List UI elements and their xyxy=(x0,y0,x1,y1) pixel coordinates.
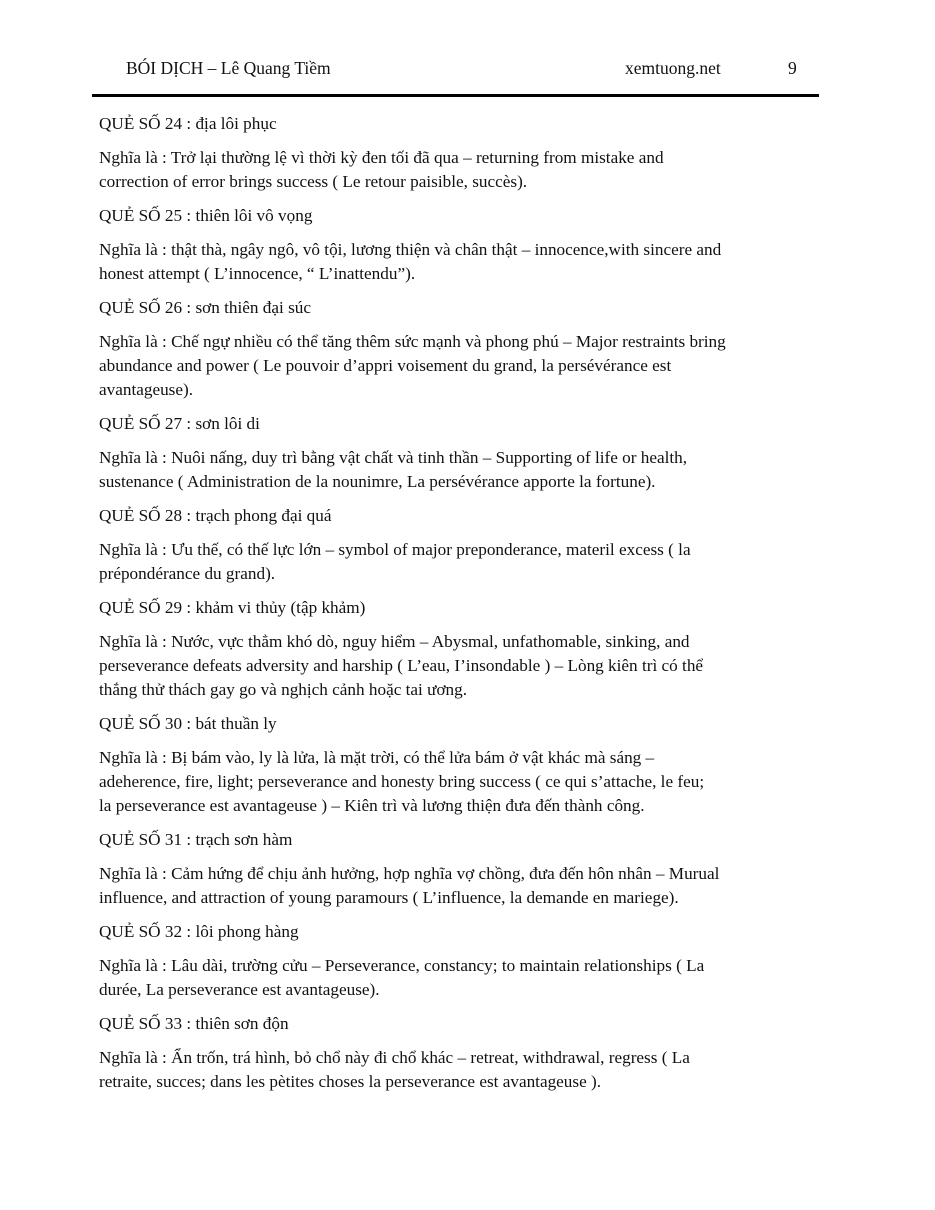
meaning-line: Nghĩa là : Chế ngự nhiều có thể tăng thêm sức mạnh và phong phú – Major restraints bring xyxy=(99,332,726,351)
hexagram-entry xyxy=(99,112,819,194)
hexagram-meaning xyxy=(99,862,819,910)
hexagram-title: QUẺ SỐ 26 : sơn thiên đại súc xyxy=(99,298,311,317)
hexagram-meaning xyxy=(99,746,819,818)
hexagram-title: QUẺ SỐ 32 : lôi phong hàng xyxy=(99,922,299,941)
hexagram-title: QUẺ SỐ 27 : sơn lôi di xyxy=(99,414,260,433)
hexagram-meaning xyxy=(99,238,819,286)
hexagram-title: QUẺ SỐ 29 : khảm vi thủy (tập khảm) xyxy=(99,598,366,617)
meaning-line: la perseverance est avantageuse ) – Kiên trì và lương thiện đưa đến thành công. xyxy=(99,796,645,815)
meaning-line: Nghĩa là : Nuôi nấng, duy trì bằng vật chất và tinh thần – Supporting of life or health, xyxy=(99,448,688,467)
hexagram-meaning xyxy=(99,146,819,194)
meaning-line: avantageuse). xyxy=(99,380,194,399)
meaning-line: Nghĩa là : thật thà, ngây ngô, vô tội, lương thiện và chân thật – innocence,with sincere and xyxy=(99,240,722,259)
meaning-line: adeherence, fire, light; perseverance and honesty bring success ( ce qui s’attache, le feu; xyxy=(99,772,705,791)
meaning-line: sustenance ( Administration de la nounimre, La persévérance apporte la fortune). xyxy=(99,472,656,491)
hexagram-entry xyxy=(99,920,819,1002)
meaning-line: Nghĩa là : Nước, vực thẳm khó dò, nguy hiểm – Abysmal, unfathomable, sinking, and xyxy=(99,632,690,651)
hexagram-entry xyxy=(99,712,819,818)
hexagram-list xyxy=(99,112,819,1104)
website-name: xemtuong.net xyxy=(625,58,721,78)
meaning-line: Nghĩa là : Cảm hứng để chịu ảnh hưởng, hợp nghĩa vợ chồng, đưa đến hôn nhân – Murual xyxy=(99,864,720,883)
hexagram-title: QUẺ SỐ 28 : trạch phong đại quá xyxy=(99,506,332,525)
meaning-line: abundance and power ( Le pouvoir d’appri voisement du grand, la persévérance est xyxy=(99,356,672,375)
hexagram-title: QUẺ SỐ 31 : trạch sơn hàm xyxy=(99,830,293,849)
hexagram-meaning xyxy=(99,538,819,586)
meaning-line: durée, La perseverance est avantageuse). xyxy=(99,980,380,999)
hexagram-entry xyxy=(99,296,819,402)
meaning-line: influence, and attraction of young paramours ( L’influence, la demande en mariege). xyxy=(99,888,679,907)
meaning-line: Nghĩa là : Trở lại thường lệ vì thời kỳ đen tối đã qua – returning from mistake and xyxy=(99,148,664,167)
hexagram-entry xyxy=(99,828,819,910)
meaning-line: Nghĩa là : Ưu thế, có thế lực lớn – symbol of major preponderance, materil excess ( la xyxy=(99,540,691,559)
meaning-line: perseverance defeats adversity and harship ( L’eau, I’insondable ) – Lòng kiên trì có thể xyxy=(99,656,704,675)
hexagram-entry xyxy=(99,504,819,586)
hexagram-entry xyxy=(99,1012,819,1094)
meaning-line: prépondérance du grand). xyxy=(99,564,276,583)
meaning-line: honest attempt ( L’innocence, “ L’inattendu”). xyxy=(99,264,416,283)
meaning-line: thắng thử thách gay go và nghịch cảnh hoặc tai ương. xyxy=(99,680,468,699)
hexagram-title: QUẺ SỐ 30 : bát thuần ly xyxy=(99,714,277,733)
hexagram-entry xyxy=(99,204,819,286)
hexagram-title: QUẺ SỐ 33 : thiên sơn độn xyxy=(99,1014,289,1033)
hexagram-meaning xyxy=(99,954,819,1002)
hexagram-meaning xyxy=(99,1046,819,1094)
meaning-line: Nghĩa là : Bị bám vào, ly là lửa, là mặt trời, có thể lửa bám ở vật khác mà sáng – xyxy=(99,748,655,767)
meaning-line: Nghĩa là : Lâu dài, trường cửu – Perseverance, constancy; to maintain relationships ( La xyxy=(99,956,705,975)
hexagram-meaning xyxy=(99,330,819,402)
meaning-line: correction of error brings success ( Le retour paisible, succès). xyxy=(99,172,528,191)
hexagram-title: QUẺ SỐ 25 : thiên lôi vô vọng xyxy=(99,206,313,225)
meaning-line: retraite, succes; dans les pètites choses la perseverance est avantageuse ). xyxy=(99,1072,602,1091)
document-title: BÓI DỊCH – Lê Quang Tiềm xyxy=(126,58,331,78)
hexagram-entry xyxy=(99,596,819,702)
page-number: 9 xyxy=(788,58,797,78)
header-divider xyxy=(92,94,819,97)
meaning-line: Nghĩa là : Ẩn trốn, trá hình, bỏ chổ này đi chổ khác – retreat, withdrawal, regress ( La xyxy=(99,1048,690,1067)
hexagram-title: QUẺ SỐ 24 : địa lôi phục xyxy=(99,114,277,133)
page-header xyxy=(0,0,935,98)
hexagram-meaning xyxy=(99,446,819,494)
hexagram-meaning xyxy=(99,630,819,702)
hexagram-entry xyxy=(99,412,819,494)
